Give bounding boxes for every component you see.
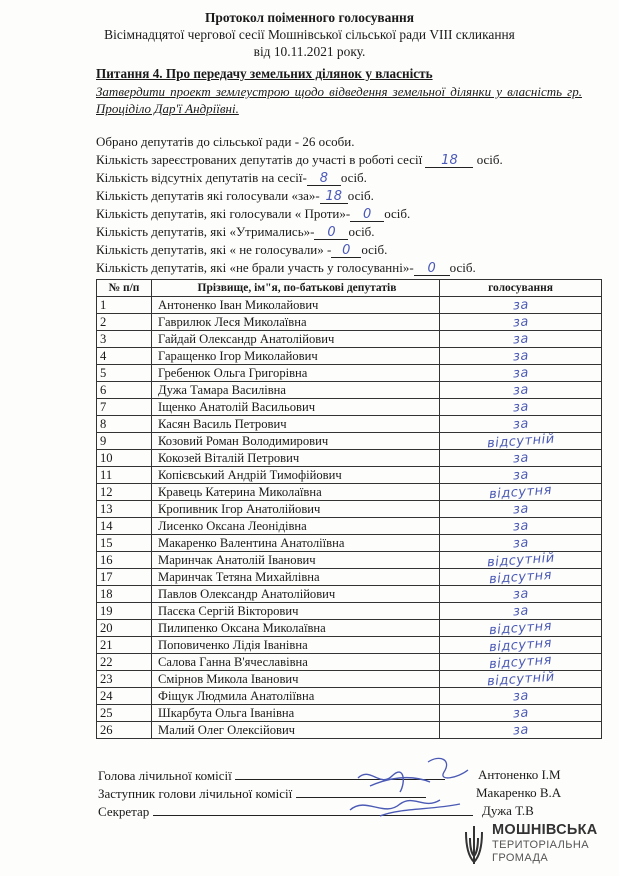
deputy-name: Гаращенко Ігор Миколайович [152,348,440,365]
logo-subtitle-1: ТЕРИТОРІАЛЬНА [492,839,589,851]
for-count [96,187,596,205]
logo-subtitle-2: ГРОМАДА [492,852,549,864]
vote-mark: відсутній [486,550,555,570]
vote-mark: за [512,585,529,603]
vote-cell [440,467,602,484]
vote-mark: за [512,602,529,620]
row-number: 3 [97,331,152,348]
vote-cell [440,348,602,365]
absent-blank [307,171,341,186]
handwritten-signatures [340,748,480,828]
table-row [97,637,602,654]
row-number: 26 [97,722,152,739]
row-number: 9 [97,433,152,450]
against-blank [350,207,384,222]
deputy-name: Пасєка Сергій Вікторович [152,603,440,620]
vote-cell [440,484,602,501]
deputy-name: Гайдай Олександр Анатолійович [152,331,440,348]
abstained-count [96,223,596,241]
secretary-role: Секретар [98,804,150,819]
deputy-role: Заступник голови лічильної комісії [98,786,293,801]
row-number: 7 [97,399,152,416]
row-number: 16 [97,552,152,569]
vote-mark: за [512,704,529,722]
table-row [97,331,602,348]
vote-mark: відсутня [488,652,553,672]
not-participated-count [96,259,596,277]
against-value: 0 [363,207,372,222]
abstained-label: Кількість депутатів, які «Утримались»- [96,224,315,239]
vote-cell [440,552,602,569]
vote-cell [440,603,602,620]
not-participated-value: 0 [427,261,436,276]
vote-cell [440,569,602,586]
abstained-unit: осіб. [348,224,375,239]
deputy-name: Смірнов Микола Іванович [152,671,440,688]
vote-cell [440,535,602,552]
not-voted-blank [331,243,361,258]
table-row [97,365,602,382]
issue-description: Затвердити проект землеустрою щодо відведення земельної ділянки у власність гр. Проціділо Дар'ї Андріївні. [96,84,582,116]
deputy-name: Малий Олег Олексійович [152,722,440,739]
for-blank [320,189,348,204]
vote-mark: за [512,313,529,331]
table-row [97,671,602,688]
row-number: 5 [97,365,152,382]
row-number: 11 [97,467,152,484]
deputy-name: Фіщук Людмила Анатоліївна [152,688,440,705]
vote-mark: за [512,517,529,535]
vote-cell [440,399,602,416]
table-row [97,705,602,722]
table-row [97,348,602,365]
deputy-name: Салова Ганна В'ячеславівна [152,654,440,671]
table-row [97,603,602,620]
not-participated-label: Кількість депутатів, які «не брали участь у голосуванні»- [96,260,414,275]
vote-mark: за [512,381,529,399]
vote-cell [440,654,602,671]
deputy-name: Павлов Олександр Анатолійович [152,586,440,603]
table-row [97,569,602,586]
vote-mark: відсутня [488,482,553,502]
vote-cell [440,382,602,399]
deputy-name: Пилипенко Оксана Миколаївна [152,620,440,637]
header-name: Прізвище, ім"я, по-батькові депутатів [152,280,440,297]
vote-cell [440,365,602,382]
row-number: 23 [97,671,152,688]
deputy-name: Маринчак Анатолій Іванович [152,552,440,569]
table-row [97,433,602,450]
row-number: 25 [97,705,152,722]
vote-cell [440,518,602,535]
roll-call-table [96,279,602,739]
row-number: 18 [97,586,152,603]
row-number: 8 [97,416,152,433]
deputy-name: Гребенюк Ольга Григорівна [152,365,440,382]
row-number: 6 [97,382,152,399]
deputy-name: Кропивник Ігор Анатолійович [152,501,440,518]
table-row [97,620,602,637]
deputy-name: Касян Василь Петрович [152,416,440,433]
absent-unit: осіб. [340,170,367,185]
vote-mark: відсутній [486,431,555,451]
table-row [97,297,602,314]
deputy-name: Дужа Тамара Василівна [152,382,440,399]
deputy-name: Козовий Роман Володимирович [152,433,440,450]
vote-mark: відсутня [488,567,553,587]
table-row [97,314,602,331]
deputy-name: Лисенко Оксана Леонідівна [152,518,440,535]
deputy-name: Макаренко Валентина Анатоліївна [152,535,440,552]
row-number: 14 [97,518,152,535]
table-header-row [97,280,602,297]
header-vote: голосування [440,280,602,297]
table-row [97,382,602,399]
community-logo [462,822,612,872]
vote-cell [440,620,602,637]
vote-cell [440,722,602,739]
secretary-name: Дужа Т.В [482,803,534,818]
elected-count: Обрано депутатів до сільської ради - 26 особи. [96,134,355,149]
vote-cell [440,450,602,467]
table-row [97,501,602,518]
abstained-value: 0 [327,225,336,240]
document-title: Протокол поіменного голосування [204,10,415,25]
for-value: 18 [325,189,343,204]
abstained-blank [314,225,348,240]
table-row [97,518,602,535]
against-label: Кількість депутатів, які голосували « Проти»- [96,206,351,221]
vote-mark: за [512,500,529,518]
row-number: 15 [97,535,152,552]
vote-mark: за [512,330,529,348]
row-number: 4 [97,348,152,365]
absent-count [96,169,596,187]
vote-mark: за [512,296,529,314]
date-line: від 10.11.2021 року. [253,44,366,59]
vote-mark: за [512,466,529,484]
vote-cell [440,416,602,433]
vote-mark: за [512,415,529,433]
vote-cell [440,433,602,450]
chair-role: Голова лічильної комісії [98,768,232,783]
vote-mark: за [512,534,529,552]
not-voted-label: Кількість депутатів, які « не голосували» - [96,242,332,257]
vote-mark: відсутня [488,635,553,655]
absent-label: Кількість відсутніх депутатів на сесії- [96,170,307,185]
vote-cell [440,586,602,603]
vote-mark: за [512,364,529,382]
vote-cell [440,501,602,518]
deputy-name: Поповиченко Лідія Іванівна [152,637,440,654]
table-row [97,552,602,569]
not-voted-count [96,241,596,259]
vote-cell [440,331,602,348]
logo-title: МОШНІВСЬКА [492,822,598,838]
row-number: 17 [97,569,152,586]
vote-cell [440,637,602,654]
vote-cell [440,671,602,688]
vote-cell [440,297,602,314]
vote-mark: за [512,347,529,365]
vote-cell [440,688,602,705]
table-row [97,654,602,671]
deputy-name: Гаврилюк Леся Миколаївна [152,314,440,331]
vote-mark: за [512,687,529,705]
registered-label: Кількість зареєстрованих депутатів до участі в роботі сесії [96,152,423,167]
table-row [97,535,602,552]
session-line: Вісімнадцятої чергової сесії Мошнівської сільської ради VIII скликання [104,27,515,42]
vote-mark: за [512,398,529,416]
vote-cell [440,314,602,331]
row-number: 21 [97,637,152,654]
deputy-name: Кравець Катерина Миколаївна [152,484,440,501]
vote-counts [96,133,596,277]
vote-cell [440,705,602,722]
deputy-name: Шкарбута Ольга Іванівна [152,705,440,722]
table-row [97,722,602,739]
row-number: 24 [97,688,152,705]
deputy-name: Іщенко Анатолій Васильович [152,399,440,416]
absent-value: 8 [319,171,328,186]
row-number: 20 [97,620,152,637]
table-row [97,416,602,433]
vote-mark: відсутня [488,618,553,638]
table-row [97,399,602,416]
registered-value: 18 [441,153,458,168]
row-number: 2 [97,314,152,331]
not-participated-unit: осіб. [449,260,476,275]
not-voted-value: 0 [342,243,351,258]
deputy-name: Копієвський Андрій Тимофійович [152,467,440,484]
table-row [97,484,602,501]
for-label: Кількість депутатів які голосували «за»- [96,188,320,203]
chair-name: Антоненко І.М [478,767,561,782]
issue-heading: Питання 4. Про передачу земельних ділянок у власність [96,66,433,81]
table-row [97,688,602,705]
table-row [97,450,602,467]
row-number: 13 [97,501,152,518]
trident-icon [462,824,486,868]
table-row [97,467,602,484]
vote-mark: за [512,449,529,467]
deputy-name: Антоненко Іван Миколайович [152,297,440,314]
row-number: 10 [97,450,152,467]
not-participated-blank [414,261,450,276]
deputy-name: Макаренко В.А [476,785,562,800]
row-number: 19 [97,603,152,620]
not-voted-unit: осіб. [361,242,388,257]
table-body [97,297,602,739]
against-unit: осіб. [384,206,411,221]
for-unit: осіб. [347,188,374,203]
against-count [96,205,596,223]
deputy-name: Маринчак Тетяна Михайлівна [152,569,440,586]
header-number: № п/п [97,280,152,297]
table-row [97,586,602,603]
registered-count [96,151,596,169]
registered-blank [425,153,473,168]
deputy-name: Кокозей Віталій Петрович [152,450,440,467]
row-number: 12 [97,484,152,501]
row-number: 1 [97,297,152,314]
vote-mark: відсутній [486,669,555,689]
row-number: 22 [97,654,152,671]
registered-unit: осіб. [476,152,503,167]
vote-mark: за [512,721,529,739]
